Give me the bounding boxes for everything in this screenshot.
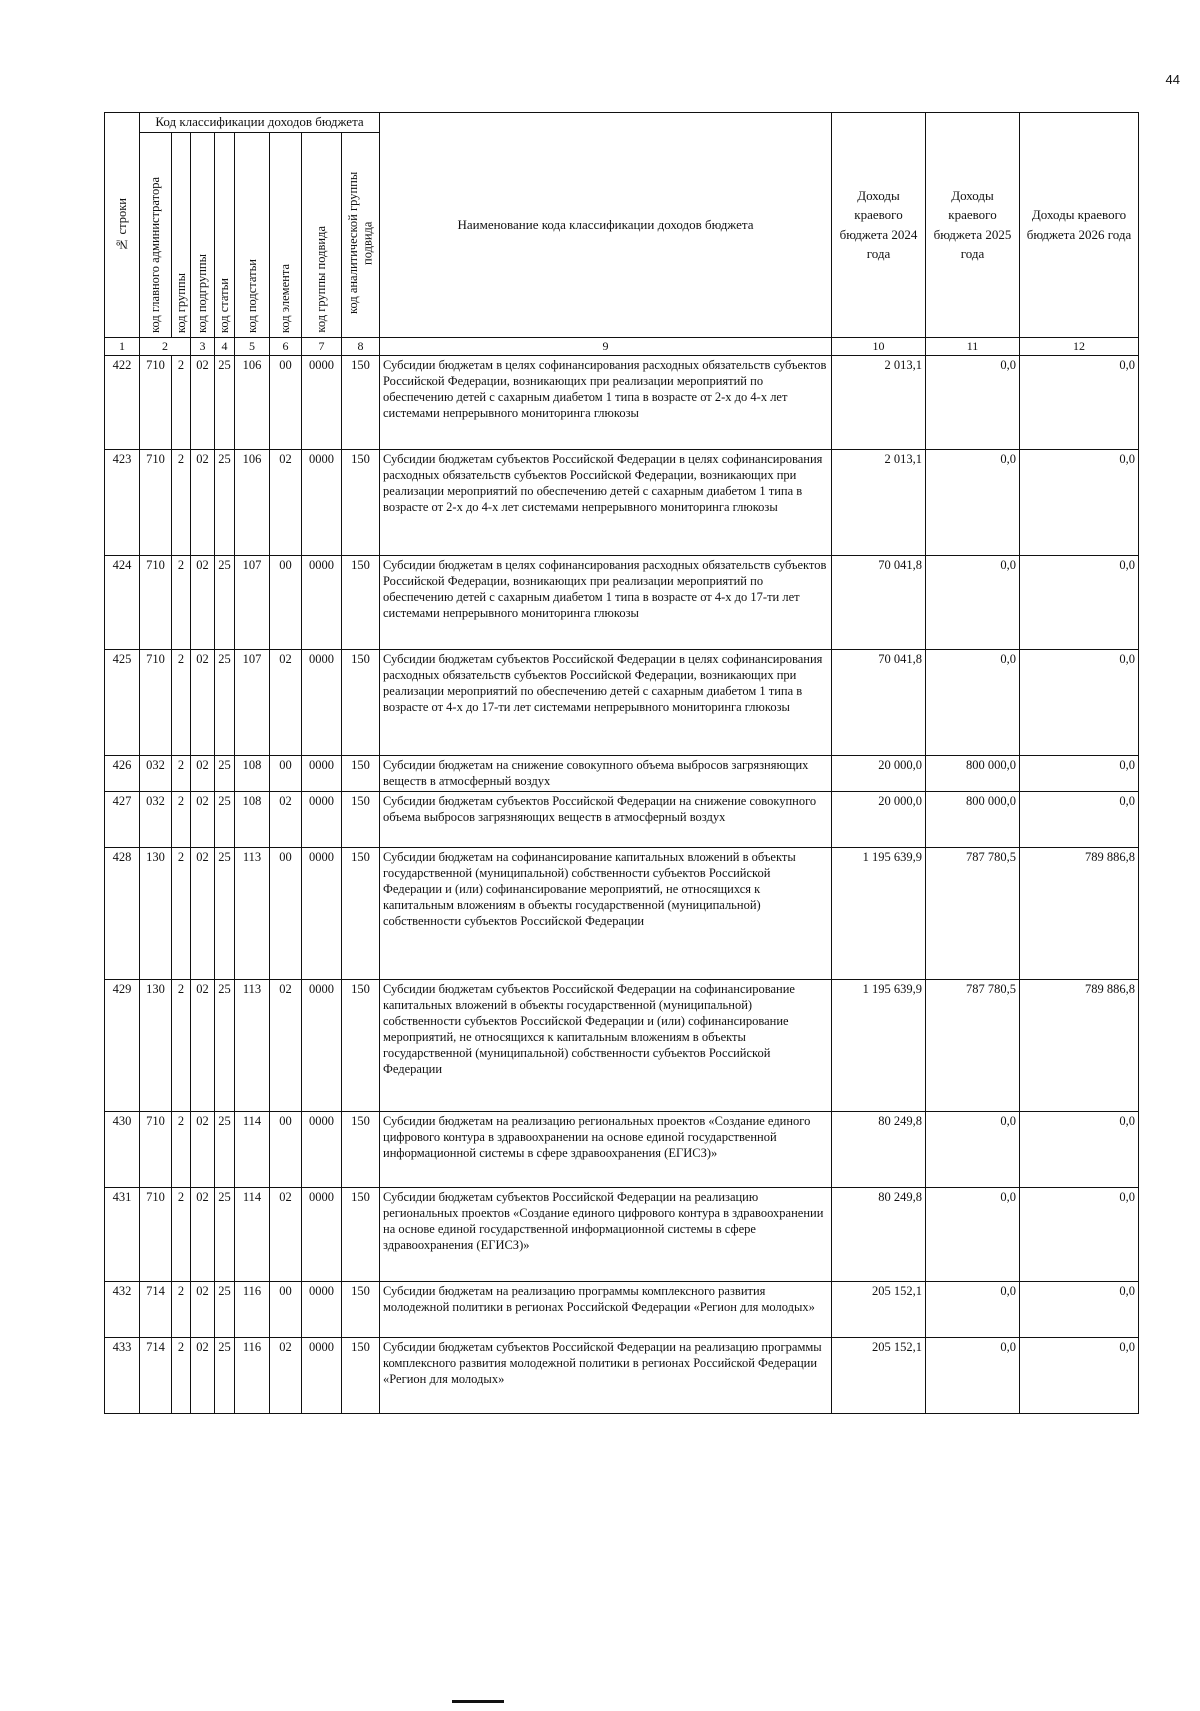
subtype-group-code: 0000 — [302, 449, 342, 555]
subgroup-code: 02 — [191, 1337, 215, 1413]
header-subgroup-code: код подгруппы — [191, 132, 215, 337]
subarticle-code: 116 — [235, 1337, 270, 1413]
admin-code: 032 — [140, 791, 172, 847]
subgroup-code: 02 — [191, 755, 215, 791]
income-2024: 1 195 639,9 — [832, 979, 926, 1111]
column-number: 4 — [215, 337, 235, 355]
income-2026: 0,0 — [1020, 1111, 1139, 1187]
table-row — [105, 1187, 1139, 1281]
income-2024: 70 041,8 — [832, 649, 926, 755]
income-2026: 0,0 — [1020, 1187, 1139, 1281]
income-2024: 20 000,0 — [832, 755, 926, 791]
code-name: Субсидии бюджетам субъектов Российской Федерации в целях софинансирования расходных обязательств субъектов Российской Федерации, возникающих при реализации мероприятий по обеспечению детей с сахарным диабетом 1 типа в возрасте от 2-х до 4-х лет системами непрерывного мониторинга глюкозы — [380, 449, 832, 555]
article-code: 25 — [215, 847, 235, 979]
income-2025: 0,0 — [926, 1111, 1020, 1187]
column-number: 8 — [342, 337, 380, 355]
analytic-group-code: 150 — [342, 1111, 380, 1187]
header-income-2024: Доходы краевого бюджета 2024 года — [832, 113, 926, 338]
subarticle-code: 116 — [235, 1281, 270, 1337]
code-name: Субсидии бюджетам субъектов Российской Федерации на снижение совокупного объема выбросов загрязняющих веществ в атмосферный воздух — [380, 791, 832, 847]
subarticle-code: 114 — [235, 1187, 270, 1281]
table-row — [105, 449, 1139, 555]
subtype-group-code: 0000 — [302, 979, 342, 1111]
article-code: 25 — [215, 649, 235, 755]
code-name: Субсидии бюджетам субъектов Российской Федерации на софинансирование капитальных вложений в объекты государственной (муниципальной) собственности субъектов Российской Федерации и (или) софинансирование мероприятий, не относящихся к капитальным вложениям в объекты государственной (муниципальной) собственности субъектов Российской Федерации — [380, 979, 832, 1111]
income-2026: 0,0 — [1020, 555, 1139, 649]
analytic-group-code: 150 — [342, 979, 380, 1111]
subgroup-code: 02 — [191, 979, 215, 1111]
row-number: 432 — [105, 1281, 140, 1337]
income-2026: 0,0 — [1020, 1281, 1139, 1337]
subtype-group-code: 0000 — [302, 847, 342, 979]
table-row — [105, 355, 1139, 449]
column-number: 5 — [235, 337, 270, 355]
row-number: 422 — [105, 355, 140, 449]
element-code: 02 — [270, 649, 302, 755]
income-2026: 0,0 — [1020, 791, 1139, 847]
subarticle-code: 106 — [235, 449, 270, 555]
page-number: 44 — [1165, 72, 1180, 87]
column-number: 2 — [140, 337, 191, 355]
column-number: 6 — [270, 337, 302, 355]
admin-code: 130 — [140, 847, 172, 979]
subarticle-code: 113 — [235, 847, 270, 979]
analytic-group-code: 150 — [342, 555, 380, 649]
table-header — [105, 113, 1139, 356]
subgroup-code: 02 — [191, 449, 215, 555]
subtype-group-code: 0000 — [302, 1111, 342, 1187]
analytic-group-code: 150 — [342, 1187, 380, 1281]
subtype-group-code: 0000 — [302, 355, 342, 449]
article-code: 25 — [215, 449, 235, 555]
admin-code: 130 — [140, 979, 172, 1111]
element-code: 02 — [270, 979, 302, 1111]
group-code: 2 — [172, 847, 191, 979]
admin-code: 710 — [140, 649, 172, 755]
group-code: 2 — [172, 355, 191, 449]
subgroup-code: 02 — [191, 555, 215, 649]
row-number: 427 — [105, 791, 140, 847]
column-number: 12 — [1020, 337, 1139, 355]
income-2026: 0,0 — [1020, 449, 1139, 555]
header-code-name: Наименование кода классификации доходов бюджета — [380, 113, 832, 338]
header-income-2026: Доходы краевого бюджета 2026 года — [1020, 113, 1139, 338]
income-2024: 20 000,0 — [832, 791, 926, 847]
element-code: 00 — [270, 1111, 302, 1187]
income-2024: 205 152,1 — [832, 1337, 926, 1413]
subarticle-code: 108 — [235, 755, 270, 791]
code-name: Субсидии бюджетам субъектов Российской Федерации на реализацию программы комплексного развития молодежной политики в регионах Российской Федерации «Регион для молодых» — [380, 1337, 832, 1413]
header-income-2025: Доходы краевого бюджета 2025 года — [926, 113, 1020, 338]
group-code: 2 — [172, 555, 191, 649]
group-code: 2 — [172, 1187, 191, 1281]
analytic-group-code: 150 — [342, 1337, 380, 1413]
subtype-group-code: 0000 — [302, 1337, 342, 1413]
income-2024: 2 013,1 — [832, 449, 926, 555]
group-code: 2 — [172, 755, 191, 791]
income-2025: 0,0 — [926, 355, 1020, 449]
table-row — [105, 1111, 1139, 1187]
subgroup-code: 02 — [191, 1281, 215, 1337]
admin-code: 714 — [140, 1281, 172, 1337]
admin-code: 710 — [140, 449, 172, 555]
element-code: 02 — [270, 1187, 302, 1281]
column-number: 3 — [191, 337, 215, 355]
row-number: 423 — [105, 449, 140, 555]
article-code: 25 — [215, 555, 235, 649]
article-code: 25 — [215, 1337, 235, 1413]
article-code: 25 — [215, 755, 235, 791]
analytic-group-code: 150 — [342, 755, 380, 791]
element-code: 00 — [270, 1281, 302, 1337]
table-row — [105, 1337, 1139, 1413]
group-code: 2 — [172, 1281, 191, 1337]
header-analytic-group-code: код аналитической группы подвида — [342, 132, 380, 337]
column-number: 10 — [832, 337, 926, 355]
income-2025: 787 780,5 — [926, 847, 1020, 979]
subtype-group-code: 0000 — [302, 791, 342, 847]
table-row — [105, 1281, 1139, 1337]
element-code: 00 — [270, 355, 302, 449]
article-code: 25 — [215, 1187, 235, 1281]
income-2026: 789 886,8 — [1020, 847, 1139, 979]
group-code: 2 — [172, 449, 191, 555]
code-name: Субсидии бюджетам на реализацию региональных проектов «Создание единого цифрового контура в здравоохранении на основе единой государственной информационной системы в сфере здравоохранения (ЕГИСЗ)» — [380, 1111, 832, 1187]
article-code: 25 — [215, 791, 235, 847]
income-2024: 80 249,8 — [832, 1111, 926, 1187]
income-2026: 0,0 — [1020, 649, 1139, 755]
group-code: 2 — [172, 649, 191, 755]
income-2025: 0,0 — [926, 449, 1020, 555]
subtype-group-code: 0000 — [302, 755, 342, 791]
code-name: Субсидии бюджетам субъектов Российской Федерации в целях софинансирования расходных обязательств субъектов Российской Федерации, возникающих при реализации мероприятий по обеспечению детей с сахарным диабетом 1 типа в возрасте от 4-х до 17-ти лет системами непрерывного мониторинга глюкозы — [380, 649, 832, 755]
header-group-code: код группы — [172, 132, 191, 337]
analytic-group-code: 150 — [342, 791, 380, 847]
code-name: Субсидии бюджетам на софинансирование капитальных вложений в объекты государственной (муниципальной) собственности субъектов Российской Федерации и (или) софинансирование мероприятий, не относящихся к капитальным вложениям в объекты государственной (муниципальной) собственности субъектов Российской Федерации — [380, 847, 832, 979]
subtype-group-code: 0000 — [302, 555, 342, 649]
subarticle-code: 114 — [235, 1111, 270, 1187]
subgroup-code: 02 — [191, 355, 215, 449]
admin-code: 710 — [140, 1187, 172, 1281]
subgroup-code: 02 — [191, 1187, 215, 1281]
bottom-mark — [452, 1700, 504, 1703]
column-number: 7 — [302, 337, 342, 355]
subarticle-code: 108 — [235, 791, 270, 847]
income-2024: 1 195 639,9 — [832, 847, 926, 979]
row-number: 430 — [105, 1111, 140, 1187]
analytic-group-code: 150 — [342, 1281, 380, 1337]
article-code: 25 — [215, 979, 235, 1111]
income-2024: 2 013,1 — [832, 355, 926, 449]
code-name: Субсидии бюджетам в целях софинансирования расходных обязательств субъектов Российской Федерации, возникающих при реализации мероприятий по обеспечению детей с сахарным диабетом 1 типа в возрасте от 2-х до 4-х лет системами непрерывного мониторинга глюкозы — [380, 355, 832, 449]
column-number: 11 — [926, 337, 1020, 355]
admin-code: 710 — [140, 1111, 172, 1187]
income-2024: 80 249,8 — [832, 1187, 926, 1281]
row-number: 428 — [105, 847, 140, 979]
income-2025: 800 000,0 — [926, 791, 1020, 847]
income-2025: 0,0 — [926, 649, 1020, 755]
table-row — [105, 555, 1139, 649]
income-2025: 0,0 — [926, 1281, 1020, 1337]
article-code: 25 — [215, 355, 235, 449]
header-classification-code-group: Код классификации доходов бюджета — [140, 113, 380, 133]
analytic-group-code: 150 — [342, 449, 380, 555]
column-number: 1 — [105, 337, 140, 355]
column-number: 9 — [380, 337, 832, 355]
code-name: Субсидии бюджетам на реализацию программы комплексного развития молодежной политики в регионах Российской Федерации «Регион для молодых» — [380, 1281, 832, 1337]
income-2025: 0,0 — [926, 1337, 1020, 1413]
subarticle-code: 107 — [235, 649, 270, 755]
header-subtype-group-code: код группы подвида — [302, 132, 342, 337]
article-code: 25 — [215, 1281, 235, 1337]
group-code: 2 — [172, 1111, 191, 1187]
admin-code: 710 — [140, 355, 172, 449]
column-number-row — [105, 337, 1139, 355]
analytic-group-code: 150 — [342, 355, 380, 449]
income-2026: 0,0 — [1020, 355, 1139, 449]
group-code: 2 — [172, 979, 191, 1111]
element-code: 00 — [270, 555, 302, 649]
income-2026: 0,0 — [1020, 755, 1139, 791]
code-name: Субсидии бюджетам субъектов Российской Федерации на реализацию региональных проектов «Создание единого цифрового контура в здравоохранении на основе единой государственной информационной системы в сфере здравоохранения (ЕГИСЗ)» — [380, 1187, 832, 1281]
table-row — [105, 649, 1139, 755]
income-2025: 800 000,0 — [926, 755, 1020, 791]
income-2025: 787 780,5 — [926, 979, 1020, 1111]
row-number: 433 — [105, 1337, 140, 1413]
header-element-code: код элемента — [270, 132, 302, 337]
income-2026: 789 886,8 — [1020, 979, 1139, 1111]
subtype-group-code: 0000 — [302, 1187, 342, 1281]
income-2026: 0,0 — [1020, 1337, 1139, 1413]
table-row — [105, 979, 1139, 1111]
subgroup-code: 02 — [191, 1111, 215, 1187]
table-row — [105, 755, 1139, 791]
header-row-number: № строки — [105, 113, 140, 338]
element-code: 02 — [270, 1337, 302, 1413]
income-2024: 70 041,8 — [832, 555, 926, 649]
subarticle-code: 113 — [235, 979, 270, 1111]
analytic-group-code: 150 — [342, 649, 380, 755]
row-number: 429 — [105, 979, 140, 1111]
header-article-code: код статьи — [215, 132, 235, 337]
code-name: Субсидии бюджетам в целях софинансирования расходных обязательств субъектов Российской Федерации, возникающих при реализации мероприятий по обеспечению детей с сахарным диабетом 1 типа в возрасте от 4-х до 17-ти лет системами непрерывного мониторинга глюкозы — [380, 555, 832, 649]
income-2024: 205 152,1 — [832, 1281, 926, 1337]
row-number: 431 — [105, 1187, 140, 1281]
element-code: 00 — [270, 847, 302, 979]
income-2025: 0,0 — [926, 1187, 1020, 1281]
admin-code: 710 — [140, 555, 172, 649]
admin-code: 714 — [140, 1337, 172, 1413]
row-number: 424 — [105, 555, 140, 649]
subgroup-code: 02 — [191, 847, 215, 979]
article-code: 25 — [215, 1111, 235, 1187]
subtype-group-code: 0000 — [302, 649, 342, 755]
income-2025: 0,0 — [926, 555, 1020, 649]
row-number: 426 — [105, 755, 140, 791]
subgroup-code: 02 — [191, 791, 215, 847]
header-subarticle-code: код подстатьи — [235, 132, 270, 337]
element-code: 02 — [270, 449, 302, 555]
row-number: 425 — [105, 649, 140, 755]
subtype-group-code: 0000 — [302, 1281, 342, 1337]
table-body — [105, 355, 1139, 1413]
subgroup-code: 02 — [191, 649, 215, 755]
group-code: 2 — [172, 791, 191, 847]
header-admin-code: код главного администратора — [140, 132, 172, 337]
analytic-group-code: 150 — [342, 847, 380, 979]
budget-income-table — [104, 112, 1139, 1414]
subarticle-code: 107 — [235, 555, 270, 649]
element-code: 00 — [270, 755, 302, 791]
subarticle-code: 106 — [235, 355, 270, 449]
admin-code: 032 — [140, 755, 172, 791]
code-name: Субсидии бюджетам на снижение совокупного объема выбросов загрязняющих веществ в атмосферный воздух — [380, 755, 832, 791]
group-code: 2 — [172, 1337, 191, 1413]
table-row — [105, 791, 1139, 847]
element-code: 02 — [270, 791, 302, 847]
table-row — [105, 847, 1139, 979]
